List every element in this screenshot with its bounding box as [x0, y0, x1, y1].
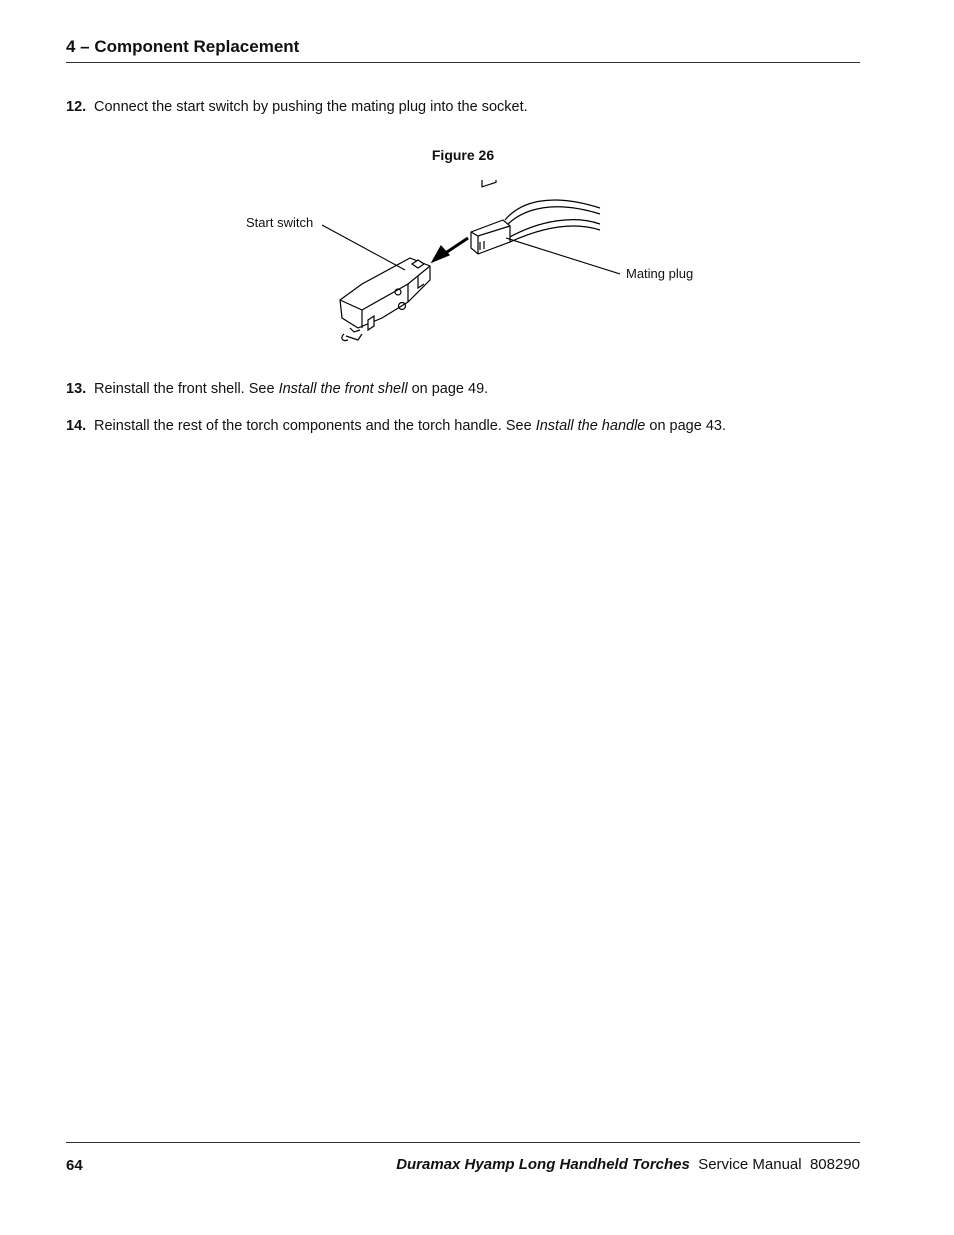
insertion-arrow: [444, 238, 468, 254]
header-divider: [66, 62, 860, 63]
step-13: [66, 381, 488, 397]
start-switch-label: Start switch: [246, 215, 314, 230]
start-switch-illustration: [300, 180, 620, 350]
step-14: [66, 418, 726, 434]
mating-plug: [471, 220, 510, 254]
start-switch: [340, 258, 430, 328]
section-title: 4 – Component Replacement: [66, 37, 300, 56]
step-number: 14.: [66, 418, 87, 434]
step-number: 13.: [66, 381, 87, 397]
footer-doc-info: [396, 1156, 860, 1173]
step-12: [66, 99, 528, 115]
book-title: Duramax Hyamp Long Handheld Torches: [396, 1156, 690, 1173]
wire-4: [510, 226, 600, 242]
leader-mating-plug: [506, 238, 620, 274]
step-text-tail: on page 43.: [645, 418, 726, 434]
page-number: 64: [66, 1157, 83, 1174]
step-number: 12.: [66, 99, 87, 115]
cross-reference-link[interactable]: Install the front shell: [278, 381, 408, 397]
wire-3: [508, 220, 600, 238]
step-text: Connect the start switch by pushing the mating plug into the socket.: [94, 99, 528, 115]
doc-number: 808290: [809, 1156, 860, 1173]
step-text: Reinstall the front shell. See: [94, 381, 279, 397]
cross-reference-link[interactable]: Install the handle: [535, 418, 646, 434]
mating-plug-label: Mating plug: [626, 266, 694, 281]
step-text: Reinstall the rest of the torch components and the torch handle. See: [94, 418, 536, 434]
doc-type: Service Manual: [698, 1156, 802, 1173]
footer-divider: [66, 1142, 860, 1143]
leader-start-switch: [322, 225, 405, 270]
figure-caption: Figure 26: [431, 147, 495, 163]
step-text-tail: on page 49.: [407, 381, 489, 397]
